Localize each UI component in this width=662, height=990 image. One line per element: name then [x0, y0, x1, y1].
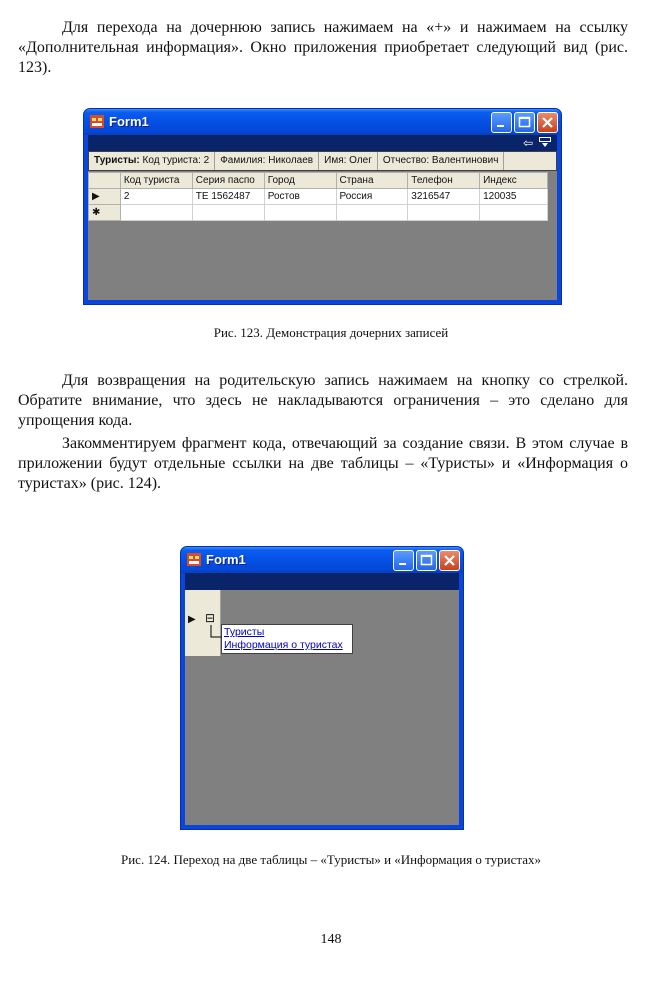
close-icon: [538, 113, 557, 132]
column-header[interactable]: Серия паспо: [192, 173, 264, 189]
window-title: Form1: [109, 114, 149, 129]
new-row-marker: ✱: [89, 205, 121, 221]
close-button[interactable]: [439, 550, 460, 571]
current-row-marker: ▶: [89, 189, 121, 205]
paragraph-2: Для возвращения на родительскую запись нажимаем на кнопку со стрелкой. Обратите внимание, что здесь не накладываются ограничения – это сделано для упрощения кода.: [18, 372, 628, 429]
grid-cell[interactable]: [336, 205, 408, 221]
column-header[interactable]: Телефон: [408, 173, 480, 189]
toggle-parent-rows-icon[interactable]: [539, 137, 551, 148]
link-tourist-info[interactable]: Информация о туристах: [224, 639, 343, 651]
close-button[interactable]: [537, 112, 558, 133]
grid-cell[interactable]: [120, 205, 192, 221]
client-area: [88, 135, 557, 300]
grid-cell[interactable]: 2: [120, 189, 192, 205]
form1-window-fig124: [180, 546, 464, 830]
grid-cell[interactable]: TE 1562487: [192, 189, 264, 205]
datagrid-caption-bar: [88, 135, 557, 151]
grid-cell[interactable]: [480, 205, 548, 221]
paragraph-1: Для перехода на дочернюю запись нажимаем на «+» и нажимаем на ссылку «Дополнительная информация». Окно приложения приобретает следующий вид (рис. 123).: [18, 19, 628, 76]
page-number: 148: [320, 932, 342, 947]
minimize-icon: [394, 551, 413, 570]
minimize-icon: [492, 113, 511, 132]
parent-field-4: Отчество: Валентинович: [378, 152, 505, 170]
grid-cell[interactable]: [192, 205, 264, 221]
grid-cell[interactable]: [264, 205, 336, 221]
minimize-button[interactable]: [393, 550, 414, 571]
maximize-icon: [417, 551, 436, 570]
figure-124-caption: Рис. 124. Переход на две таблицы – «Туристы» и «Информация о туристах»: [120, 852, 542, 867]
grid-cell[interactable]: Россия: [336, 189, 408, 205]
figure-123-caption: Рис. 123. Демонстрация дочерних записей: [213, 325, 449, 340]
column-header[interactable]: Индекс: [480, 173, 548, 189]
row-header: [185, 604, 221, 656]
new-row[interactable]: [89, 205, 548, 221]
grid-cell[interactable]: Ростов: [264, 189, 336, 205]
column-header[interactable]: Код туриста: [120, 173, 192, 189]
close-icon: [440, 551, 459, 570]
column-header[interactable]: Город: [264, 173, 336, 189]
client-area: [185, 573, 459, 825]
parent-field-2: Фамилия: Николаев: [215, 152, 319, 170]
parent-table-field-1: [89, 152, 215, 170]
table-row[interactable]: [89, 189, 548, 205]
app-icon: [90, 115, 104, 128]
app-icon: [187, 553, 201, 566]
table-links-box: [221, 624, 353, 654]
column-header[interactable]: Страна: [336, 173, 408, 189]
parent-field-1: Код туриста: 2: [142, 155, 210, 166]
title-bar: [84, 109, 561, 135]
back-arrow-icon[interactable]: ⇦: [522, 136, 533, 150]
maximize-button[interactable]: [514, 112, 535, 133]
maximize-icon: [515, 113, 534, 132]
datagrid-caption-bar: [185, 573, 459, 590]
grid-cell[interactable]: [408, 205, 480, 221]
form1-window-fig123: [83, 108, 562, 305]
minimize-button[interactable]: [491, 112, 512, 133]
parent-table-name: Туристы:: [94, 155, 140, 166]
tree-connector-icon: [210, 625, 221, 639]
paragraph-3: Закомментируем фрагмент кода, отвечающий за создание связи. В этом случае в приложении будут отдельные ссылки на две таблицы – «Туристы» и «Информация о туристах» (рис. 124).: [18, 435, 628, 492]
title-bar: [181, 547, 463, 573]
grid-cell[interactable]: 120035: [480, 189, 548, 205]
grid-cell[interactable]: 3216547: [408, 189, 480, 205]
window-title: Form1: [206, 552, 246, 567]
link-tourists[interactable]: Туристы: [224, 626, 265, 638]
parent-field-3: Имя: Олег: [319, 152, 378, 170]
corner-header-cell: [89, 173, 121, 189]
grid-header-row: [89, 173, 548, 189]
maximize-button[interactable]: [416, 550, 437, 571]
child-data-grid: [88, 172, 548, 221]
collapse-expander-icon[interactable]: ⊟: [205, 611, 216, 625]
corner-header-cell: [185, 590, 221, 604]
parent-rows-bar: [88, 151, 557, 171]
current-row-marker: ▶: [188, 614, 196, 625]
